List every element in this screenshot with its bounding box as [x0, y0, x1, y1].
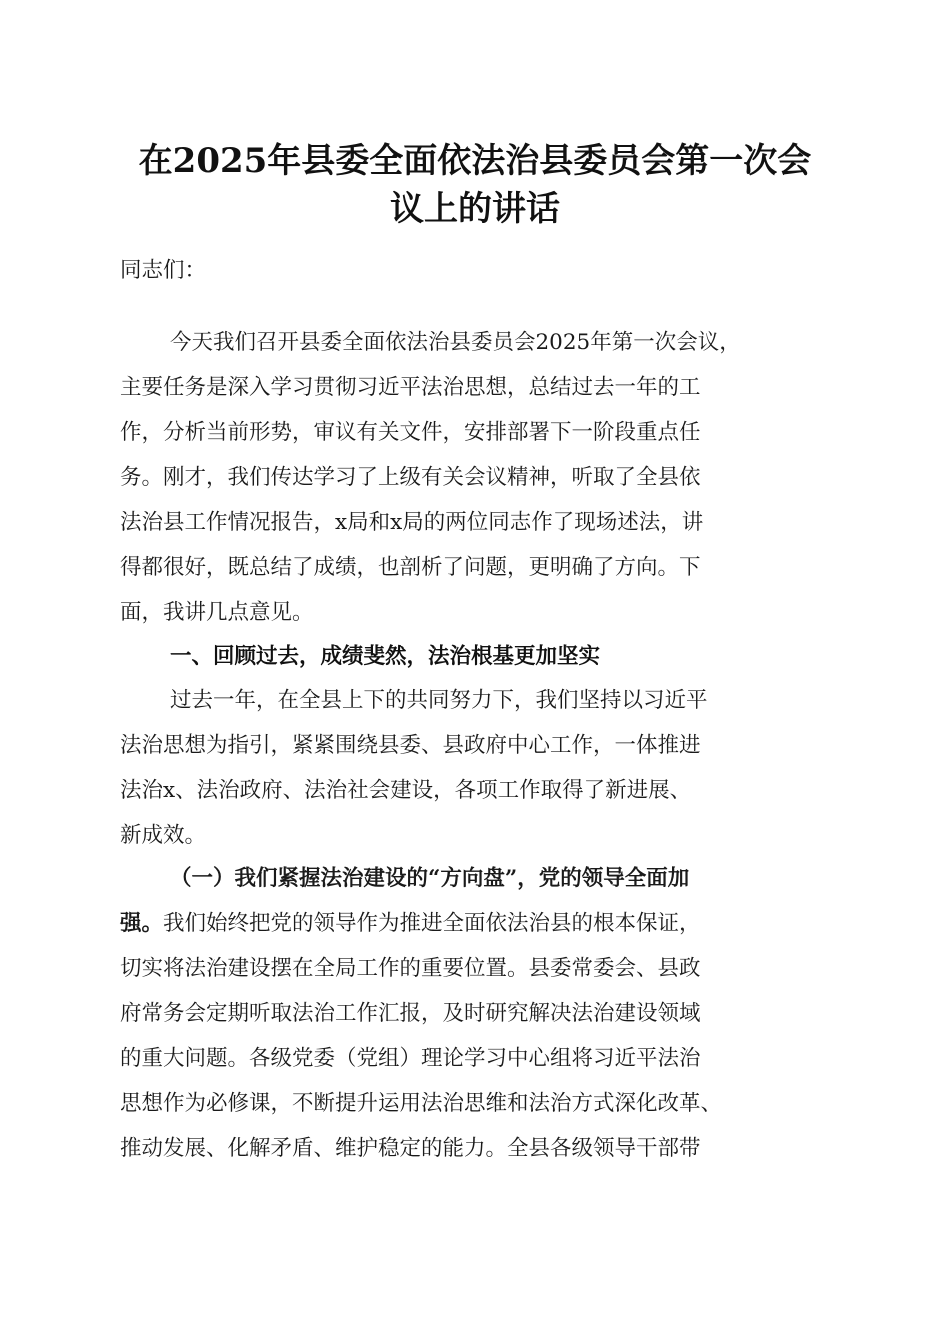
title-line-1: 在2025年县委全面依法治县委员会第一次会	[138, 141, 812, 181]
intro-line: 务。刚才，我们传达学习了上级有关会议精神，听取了全县依	[120, 465, 701, 490]
subsection-heading: （一）我们紧握法治建设的“方向盘”，党的领导全面加	[170, 866, 690, 891]
section-body-line: 过去一年，在全县上下的共同努力下，我们坚持以习近平	[170, 688, 708, 713]
document-title	[120, 137, 830, 233]
subsection-body-line: 的重大问题。各级党委（党组）理论学习中心组将习近平法治	[120, 1046, 701, 1071]
section-body-line: 法治思想为指引，紧紧围绕县委、县政府中心工作，一体推进	[120, 733, 701, 758]
title-line-2: 议上的讲话	[390, 189, 560, 229]
subsection-text: 我们始终把党的领导作为推进全面依法治县的根本保证，	[163, 911, 701, 936]
subsection-heading-end: 强。	[120, 911, 164, 936]
salutation: 同志们：	[120, 258, 207, 283]
intro-line: 得都很好，既总结了成绩，也剖析了问题，更明确了方向。下	[120, 555, 701, 580]
subsection-body-line: 府常务会定期听取法治工作汇报，及时研究解决法治建设领域	[120, 1001, 701, 1026]
subsection-body-line: 推动发展、化解矛盾、维护稳定的能力。全县各级领导干部带	[120, 1136, 701, 1161]
intro-line: 主要任务是深入学习贯彻习近平法治思想，总结过去一年的工	[120, 375, 701, 400]
subsection-body-line: 思想作为必修课，不断提升运用法治思维和法治方式深化改革、	[120, 1091, 723, 1116]
section-heading: 一、回顾过去，成绩斐然，法治根基更加坚实	[170, 644, 601, 669]
subsection-first-line	[120, 909, 840, 939]
intro-line: 作，分析当前形势，审议有关文件，安排部署下一阶段重点任	[120, 420, 701, 445]
section-body-line: 新成效。	[120, 823, 207, 848]
intro-line: 法治县工作情况报告，x局和x局的两位同志作了现场述法，讲	[120, 510, 704, 535]
section-body-line: 法治x、法治政府、法治社会建设，各项工作取得了新进展、	[120, 778, 692, 803]
intro-line: 面，我讲几点意见。	[120, 600, 314, 625]
subsection-body-line: 切实将法治建设摆在全局工作的重要位置。县委常委会、县政	[120, 956, 701, 981]
intro-line: 今天我们召开县委全面依法治县委员会2025年第一次会议，	[170, 330, 741, 355]
